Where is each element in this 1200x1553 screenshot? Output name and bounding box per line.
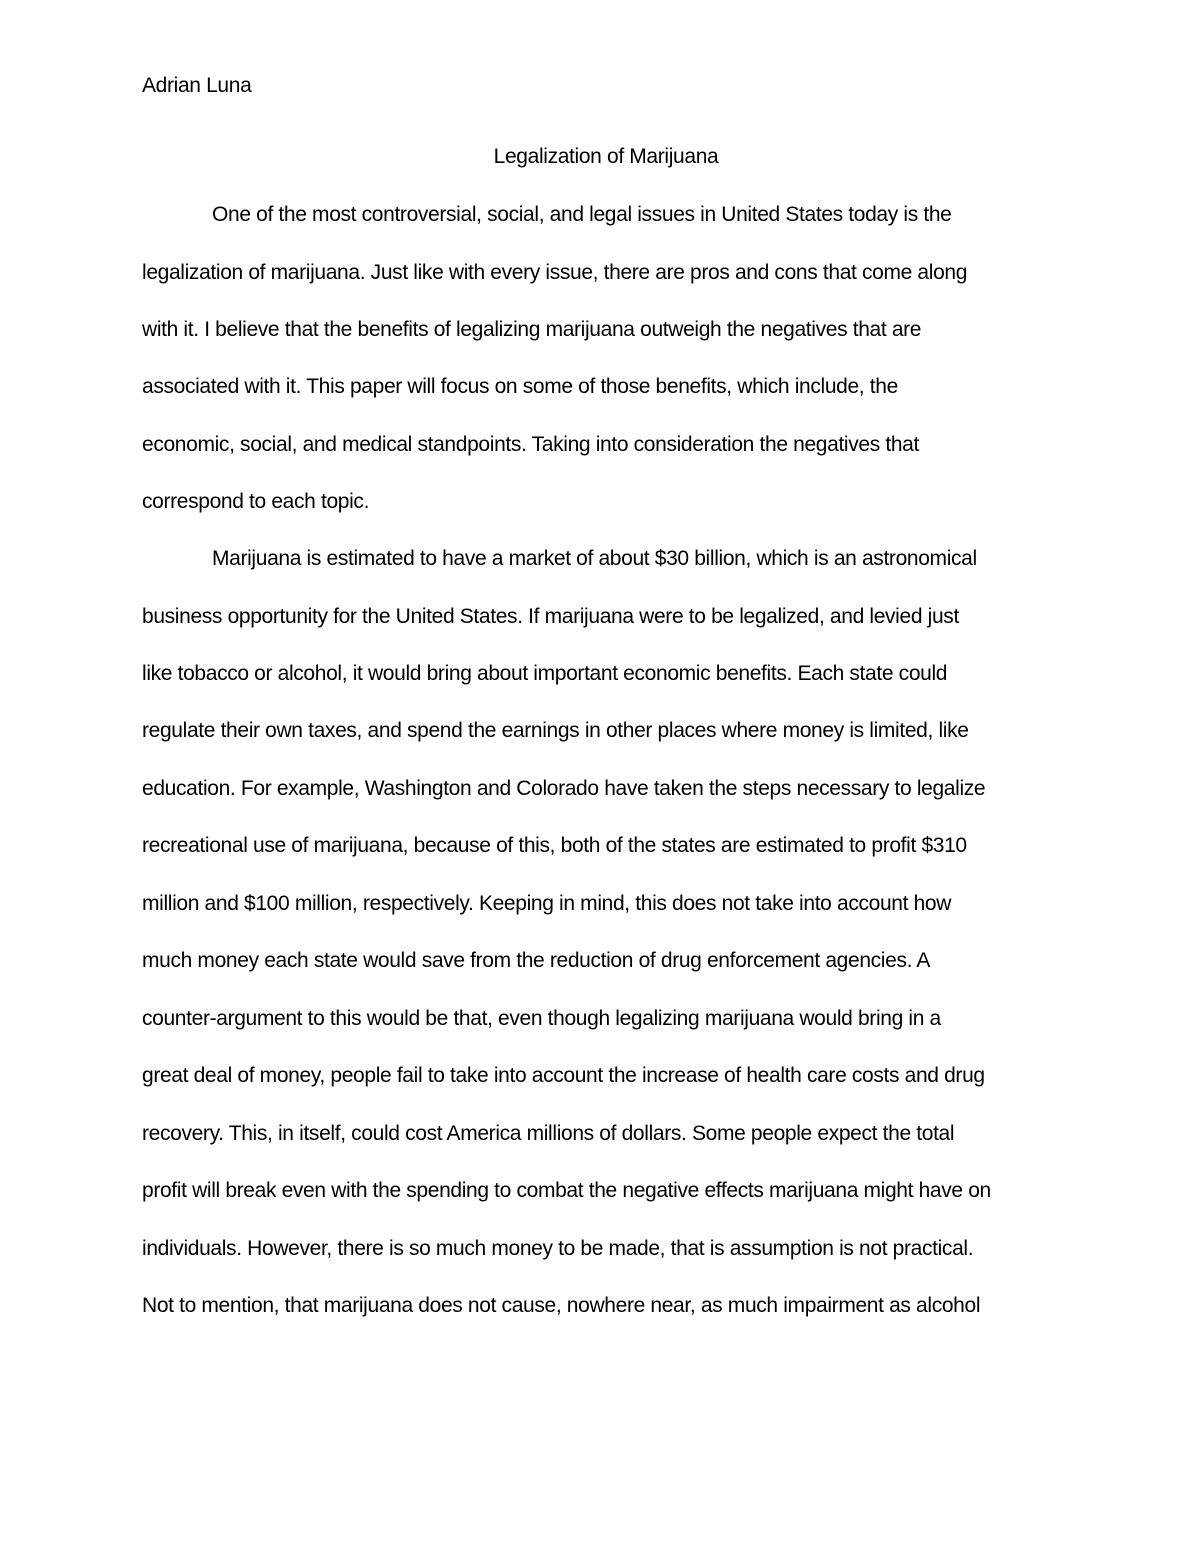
- text-line: recovery. This, in itself, could cost America millions of dollars. Some people expect the total: [142, 1122, 955, 1145]
- text-line: Not to mention, that marijuana does not cause, nowhere near, as much impairment as alcohol: [142, 1294, 981, 1317]
- text-line: legalization of marijuana. Just like with every issue, there are pros and cons that come along: [142, 261, 968, 284]
- text-line: great deal of money, people fail to take into account the increase of health care costs and drug: [142, 1064, 985, 1087]
- text-line: education. For example, Washington and Colorado have taken the steps necessary to legalize: [142, 777, 986, 800]
- text-line: counter-argument to this would be that, even though legalizing marijuana would bring in a: [142, 1007, 941, 1030]
- text-line: Marijuana is estimated to have a market of about $30 billion, which is an astronomical: [212, 547, 977, 570]
- text-line: correspond to each topic.: [142, 490, 370, 513]
- text-line: profit will break even with the spending to combat the negative effects marijuana might have on: [142, 1179, 991, 1202]
- text-line: regulate their own taxes, and spend the earnings in other places where money is limited, like: [142, 719, 969, 742]
- author-name: Adrian Luna: [142, 74, 252, 97]
- text-line: business opportunity for the United States. If marijuana were to be legalized, and levied just: [142, 605, 959, 628]
- text-line: with it. I believe that the benefits of legalizing marijuana outweigh the negatives that are: [142, 318, 922, 341]
- text-line: associated with it. This paper will focus on some of those benefits, which include, the: [142, 375, 898, 398]
- document-title: [0, 143, 1200, 171]
- text-line: economic, social, and medical standpoints. Taking into consideration the negatives that: [142, 433, 919, 456]
- text-line: individuals. However, there is so much money to be made, that is assumption is not practical.: [142, 1237, 974, 1260]
- text-line: recreational use of marijuana, because of this, both of the states are estimated to profit $310: [142, 834, 967, 857]
- document-title-text: Legalization of Marijuana: [493, 145, 719, 168]
- text-line: like tobacco or alcohol, it would bring about important economic benefits. Each state could: [142, 662, 948, 685]
- text-line: One of the most controversial, social, and legal issues in United States today is the: [212, 203, 952, 226]
- text-line: million and $100 million, respectively. Keeping in mind, this does not take into account how: [142, 892, 952, 915]
- text-line: much money each state would save from the reduction of drug enforcement agencies. A: [142, 949, 931, 972]
